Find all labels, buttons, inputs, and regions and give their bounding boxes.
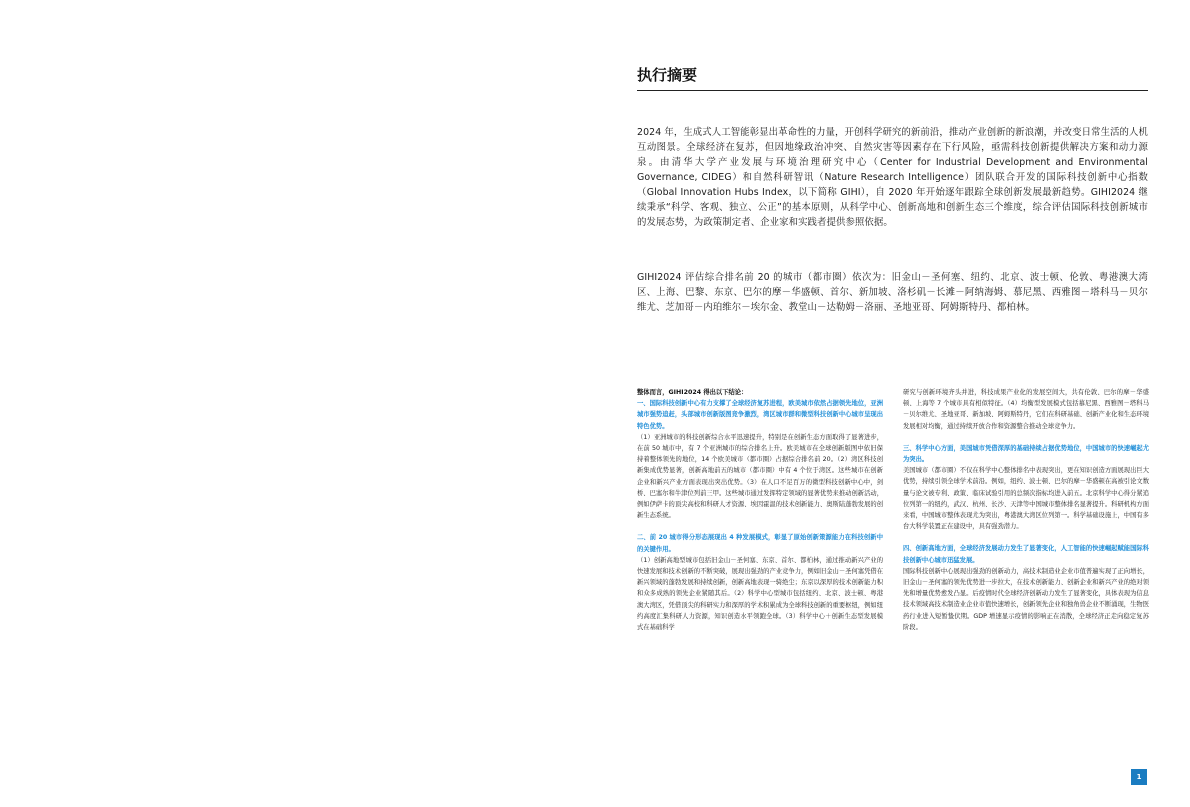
finding-2-body: （1）创新高地型城市包括旧金山－圣何塞、东京、首尔、都柏林，通过推动新兴产业的快速发展和技术创新的不断突破，展现出强劲的产业竞争力，例如旧金山－圣何塞凭借在新兴领域的蓬勃发展和持续创新，创新高地表现一骑绝尘；东京以深厚的技术创新能力积和众多成熟的领先企业紧随其后。（2）科学中心型城市包括纽约、北京、波士顿、粤港澳大湾区，凭借顶尖的科研实力和深厚的学术积累成为全球科技创新的重要枢纽，例如纽约高度汇集科研人力资源，知识创造水平领跑全球。（3）科学中心＋创新生态型发展模式在基础科学 [637,556,883,632]
finding-2-heading: 二、前 20 城市得分形态展现出 4 种发展模式，彰显了原始创新策源能力在科技创新中的关键作用。 [637,534,883,553]
finding-3-body: 美国城市（都市圈）不仅在科学中心整体排名中表现突出，更在知识创造方面展现出巨大优势，持续引领全球学术前沿。例如，纽约、波士顿、巴尔的摩－华盛顿在高被引论文数量与论文被专利、政策、临床试验引用的总频次指标均进入前五。北京科学中心得分紧追位列第一的纽约，武汉、杭州、长沙、天津等中国城市整体排名显著提升。科研机构方面来看，中国城市整体表现尤为突出，粤港澳大湾区位列第一。科学基础设施上，中国有多台大科学装置正在建设中，具有强劲潜力。 [903,467,1149,531]
spacer [637,521,883,532]
title-divider [637,90,1148,91]
finding-1-body: （1）亚洲城市的科技创新综合水平迅速提升，特别是在创新生态方面取得了显著进步，在前 50 城市中，有 7 个亚洲城市的综合排名上升。欧美城市在全球创新版图中依旧保持着整体领先的地位，14 个欧美城市（都市圈）占据综合排名前 20。（2）湾区科技创新集成优势显著，创新高地前五的城市（都市圈）中有 4 个位于湾区。这些城市在创新企业和新兴产业方面表现出突出优势。（3）在人口不足百万的微型科技创新中心中，剑桥、巴塞尔和牛津位列前三甲。这些城市通过发挥特定领域的显著优势来推动创新活动，例如伊萨卡的顶尖高校和科研人才资源、埃因霍温的技术创新能力、奥斯陆蓬勃发展的创新生态系统。 [637,433,883,520]
conclusion-lead: 整体而言，GIHI2024 得出以下结论： [637,389,748,396]
intro-paragraph-2: GIHI2024 评估综合排名前 20 的城市（都市圈）依次为：旧金山－圣何塞、纽约、北京、波士顿、伦敦、粤港澳大湾区、上海、巴黎、东京、巴尔的摩－华盛顿、首尔、新加坡、洛杉矶－长滩－阿纳海姆、慕尼黑、西雅图－塔科马－贝尔维尤、芝加哥－内珀维尔－埃尔金、教堂山－达勒姆－洛丽、圣地亚哥、阿姆斯特丹、都柏林。 [637,272,1148,313]
finding-4-body: 国际科技创新中心展现出强劲的创新动力，高技术制造业企业市值普遍实现了正向增长，旧金山－圣何塞的领先优势进一步拉大，在技术创新能力、创新企业和新兴产业的绝对领先和增量优势愈发凸显。后疫情时代全球经济创新动力发生了显著变化，具体表现为信息技术领域高技术制造业企业市值快速增长，创新领先企业和独角兽企业不断涌现，生物医药行业进入短暂蛰伏期。GDP 增速显示疫情的影响正在消散，全球经济正走向稳定复苏阶段。 [903,567,1149,631]
finding-4-heading: 四、创新高地方面，全球经济发展动力发生了显著变化，人工智能的快速崛起赋能国际科技创新中心城市迅猛发展。 [903,545,1149,564]
left-column [637,387,883,633]
finding-2-body-continued: 研究与创新环境齐头并进，科技成果产业化的发展空间大，共有伦敦、巴尔的摩－华盛顿、上海等 7 个城市具有相似特征。（4）均衡型发展模式包括慕尼黑、西雅图－塔科马－贝尔维尤、圣地亚哥、新加坡、阿姆斯特丹，它们在科研基础、创新产业化和生态环境发展相对均衡，通过持续开放合作和资源整合推动全球竞争力。 [903,389,1149,430]
finding-3-heading: 三、科学中心方面，美国城市凭借深厚的基础持续占据优势地位，中国城市的快速崛起尤为突出。 [903,444,1149,464]
page-number-badge: 1 [1131,769,1147,785]
spacer [903,532,1149,543]
intro-paragraph-1: 2024 年，生成式人工智能彰显出革命性的力量，开创科学研究的新前沿，推动产业创新的新浪潮，并改变日常生活的人机互动图景。全球经济在复苏，但因地缘政治冲突、自然灾害等因素存在下行风险，亟需科技创新提供解决方案和动力源泉。由清华大学产业发展与环境治理研究中心（Center for Industrial Development and Environmental Governance, CIDEG）和自然科研智讯（Nature Research Intelligence）团队联合开发的国际科技创新中心指数（Global Innovation Hubs Index，以下简称 GIHI），自 2020 年开始逐年跟踪全球创新发展最新趋势。GIHI2024 继续秉承“科学、客观、独立、公正”的基本原则，从科学中心、创新高地和创新生态三个维度，综合评估国际科技创新城市的发展态势，为政策制定者、企业家和实践者提供参照依据。 [637,127,1148,228]
right-column [903,387,1149,633]
page-title: 执行摘要 [637,66,698,84]
finding-1-heading: 一、国际科技创新中心有力支撑了全球经济复苏进程，欧美城市依然占据领先地位，亚洲城市强势追赶，头部城市创新版图竞争激烈，湾区城市群和微型科技创新中心城市呈现出特色优势。 [637,400,883,430]
spacer [903,432,1149,443]
